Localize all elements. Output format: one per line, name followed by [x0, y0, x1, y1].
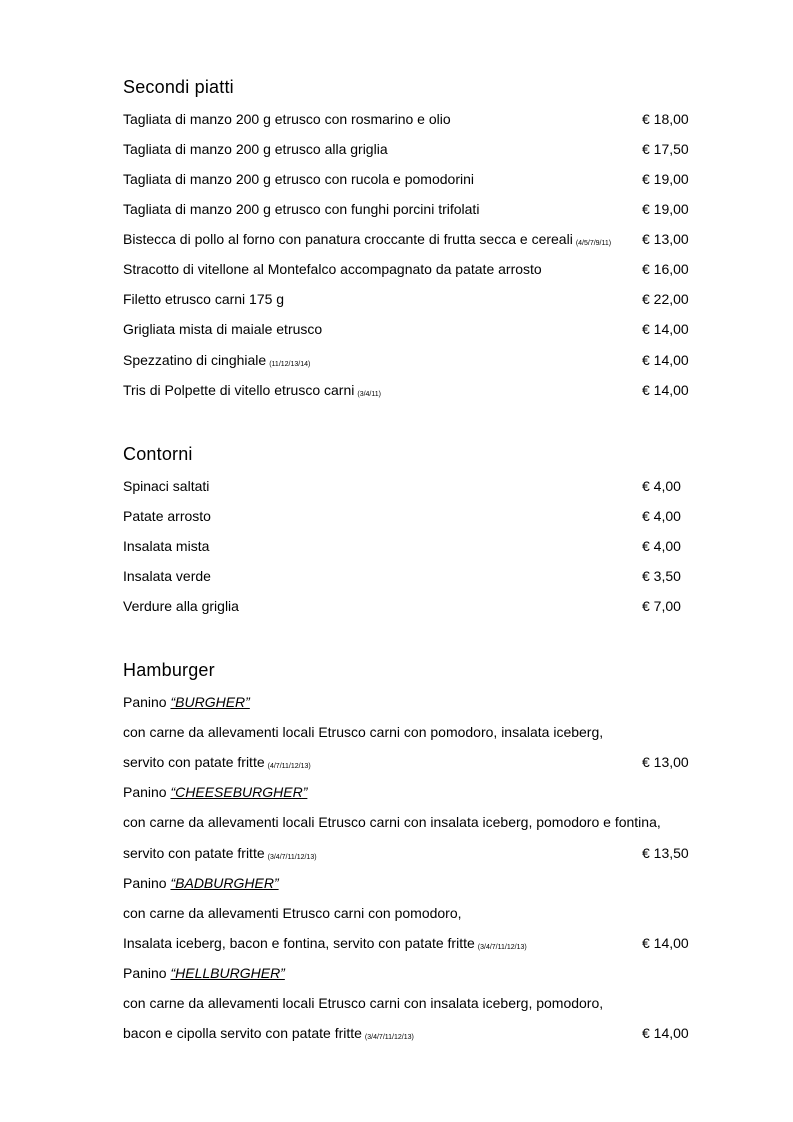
menu-item — [123, 289, 693, 309]
item-allergens: (3/4/11) — [357, 391, 381, 398]
menu-item — [123, 259, 693, 279]
item-name: Spezzatino di cinghiale — [123, 352, 267, 368]
burger-description-wrap — [123, 752, 311, 777]
item-name: Grigliata mista di maiale etrusco — [123, 321, 323, 337]
burger-prefix: Panino — [123, 965, 167, 981]
burger-name: “BURGHER” — [170, 694, 250, 710]
burger-description-wrap — [123, 1023, 414, 1048]
menu-item — [123, 380, 693, 400]
burger-prefix: Panino — [123, 875, 167, 891]
burger-description-line: Insalata iceberg, bacon e fontina, servito con patate fritte — [123, 935, 475, 951]
item-name: Bistecca di pollo al forno con panatura croccante di frutta secca e cereali — [123, 231, 573, 247]
burger-description-line: con carne da allevamenti locali Etrusco carni con pomodoro, insalata iceberg, — [123, 724, 604, 740]
burger-description-line: con carne da allevamenti Etrusco carni con pomodoro, — [123, 905, 462, 921]
item-name: Tagliata di manzo 200 g etrusco alla griglia — [123, 141, 388, 157]
item-name: Insalata verde — [123, 568, 211, 584]
item-price: € 4,00 — [642, 538, 681, 554]
section-title-hamburger: Hamburger — [123, 660, 215, 680]
item-name: Tagliata di manzo 200 g etrusco con funghi porcini trifolati — [123, 201, 480, 217]
burger-prefix: Panino — [123, 694, 167, 710]
burger-description-wrap — [123, 843, 317, 868]
item-price: € 13,00 — [642, 231, 689, 247]
burger-description-line: con carne da allevamenti locali Etrusco carni con insalata iceberg, pomodoro, — [123, 995, 604, 1011]
item-price: € 3,50 — [642, 568, 681, 584]
menu-item — [123, 476, 693, 496]
item-price: € 14,00 — [642, 1025, 689, 1041]
burger-name: “CHEESEBURGHER” — [170, 784, 308, 800]
burger-description — [123, 933, 693, 953]
burger-description — [123, 1023, 693, 1043]
item-price: € 4,00 — [642, 508, 681, 524]
item-price: € 14,00 — [642, 352, 689, 368]
burger-title — [123, 963, 693, 983]
menu-item — [123, 229, 693, 249]
menu-item — [123, 536, 693, 556]
menu-item — [123, 109, 693, 129]
burger-name: “BADBURGHER” — [170, 875, 279, 891]
burger-description-line: servito con patate fritte — [123, 845, 265, 861]
item-allergens: (11/12/13/14) — [269, 361, 311, 368]
item-price: € 14,00 — [642, 935, 689, 951]
menu-item — [123, 169, 693, 189]
burger-title-wrap — [123, 692, 250, 712]
item-price: € 16,00 — [642, 261, 689, 277]
burger-description — [123, 812, 693, 832]
burger-description-wrap — [123, 933, 527, 958]
item-allergens: (4/7/11/12/13) — [267, 763, 311, 770]
burger-description — [123, 903, 693, 923]
item-name: Tagliata di manzo 200 g etrusco con rucola e pomodorini — [123, 171, 474, 187]
item-price: € 17,50 — [642, 141, 689, 157]
item-price: € 18,00 — [642, 111, 689, 127]
item-allergens: (3/4/7/11/12/13) — [477, 944, 527, 951]
item-allergens: (3/4/7/11/12/13) — [364, 1034, 414, 1041]
item-price: € 13,00 — [642, 754, 689, 770]
item-allergens: (4/5/7/9/11) — [575, 240, 612, 247]
burger-title — [123, 692, 693, 712]
item-price: € 7,00 — [642, 598, 681, 614]
burger-description — [123, 993, 693, 1013]
menu-item — [123, 139, 693, 159]
item-price: € 19,00 — [642, 201, 689, 217]
item-name: Stracotto di vitellone al Montefalco accompagnato da patate arrosto — [123, 261, 542, 277]
burger-title-wrap — [123, 873, 279, 893]
menu-item — [123, 199, 693, 219]
item-name-wrap — [123, 229, 611, 254]
burger-title-wrap — [123, 963, 285, 983]
burger-description-line: servito con patate fritte — [123, 754, 265, 770]
item-name: Tagliata di manzo 200 g etrusco con rosmarino e olio — [123, 111, 451, 127]
burger-description — [123, 752, 693, 772]
item-name: Verdure alla griglia — [123, 598, 239, 614]
burger-description-line: bacon e cipolla servito con patate fritte — [123, 1025, 362, 1041]
menu-item — [123, 350, 693, 370]
item-name: Insalata mista — [123, 538, 210, 554]
item-name-wrap — [123, 380, 381, 405]
menu-item — [123, 319, 693, 339]
burger-description — [123, 722, 693, 742]
menu-item — [123, 566, 693, 586]
item-price: € 14,00 — [642, 382, 689, 398]
burger-title-wrap — [123, 782, 307, 802]
item-name: Patate arrosto — [123, 508, 211, 524]
item-price: € 4,00 — [642, 478, 681, 494]
burger-title — [123, 873, 693, 893]
burger-description-line: con carne da allevamenti locali Etrusco carni con insalata iceberg, pomodoro e fontina, — [123, 814, 661, 830]
menu-item — [123, 506, 693, 526]
item-price: € 14,00 — [642, 321, 689, 337]
section-title-secondi: Secondi piatti — [123, 77, 234, 97]
item-name-wrap — [123, 350, 310, 375]
section-title-contorni: Contorni — [123, 444, 193, 464]
item-name: Tris di Polpette di vitello etrusco carni — [123, 382, 355, 398]
item-name: Spinaci saltati — [123, 478, 210, 494]
burger-title — [123, 782, 693, 802]
burger-name: “HELLBURGHER” — [170, 965, 285, 981]
menu-item — [123, 596, 693, 616]
item-price: € 13,50 — [642, 845, 689, 861]
burger-prefix: Panino — [123, 784, 167, 800]
item-name: Filetto etrusco carni 175 g — [123, 291, 285, 307]
item-price: € 19,00 — [642, 171, 689, 187]
burger-description — [123, 843, 693, 863]
item-allergens: (3/4/7/11/12/13) — [267, 854, 317, 861]
item-price: € 22,00 — [642, 291, 689, 307]
